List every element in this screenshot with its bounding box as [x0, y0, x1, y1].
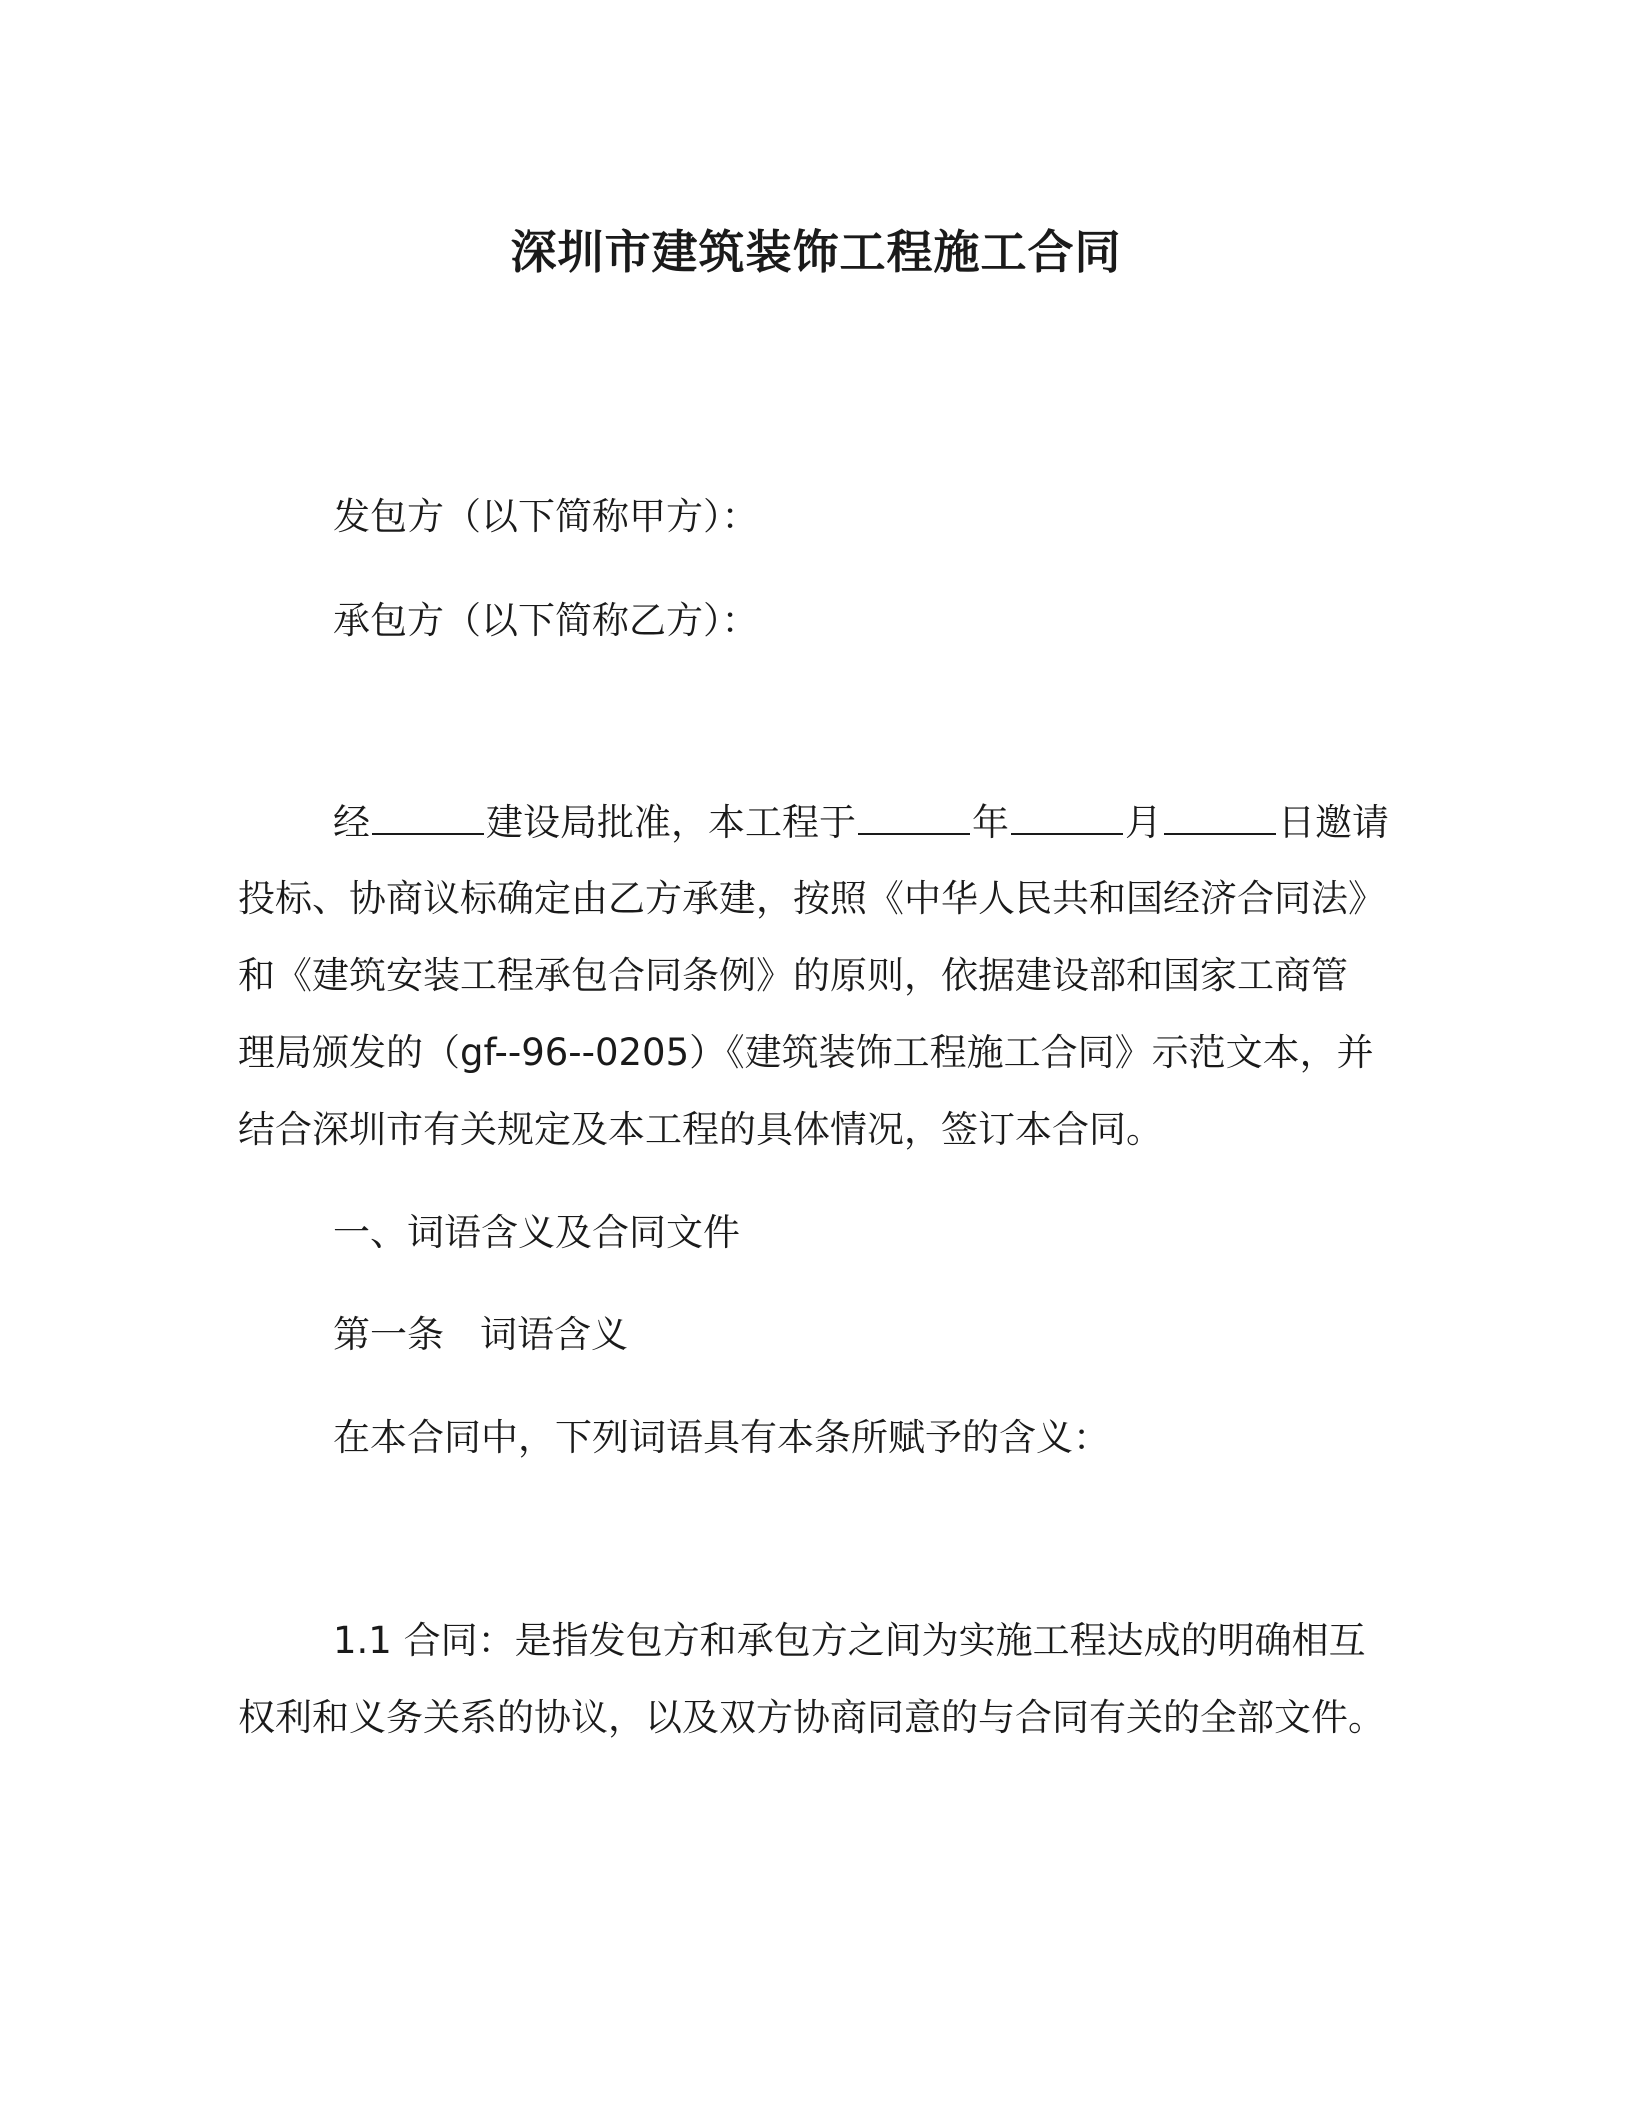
month-blank[interactable] — [1011, 797, 1123, 835]
preamble-line-5: 结合深圳市有关规定及本工程的具体情况，签订本合同。 — [238, 1108, 1163, 1151]
document-title: 深圳市建筑装饰工程施工合同 — [510, 225, 1122, 279]
party-b-label: 承包方（以下简称乙方）： — [333, 599, 759, 642]
section-heading: 一、词语含义及合同文件 — [333, 1211, 740, 1254]
preamble-seg-3: 年 — [972, 801, 1009, 844]
article-title: 词语含义 — [480, 1313, 628, 1356]
preamble-seg-1: 经 — [333, 801, 370, 844]
preamble-line-3: 和《建筑安装工程承包合同条例》的原则，依据建设部和国家工商管 — [238, 954, 1348, 997]
year-blank[interactable] — [858, 797, 970, 835]
preamble-line-1 — [333, 797, 1389, 848]
preamble-line-4: 理局颁发的（gf--96--0205）《建筑装饰工程施工合同》示范文本，并 — [238, 1031, 1374, 1074]
day-blank[interactable] — [1164, 797, 1276, 835]
approval-authority-blank[interactable] — [372, 797, 484, 835]
definition-1-line-1: 1.1 合同：是指发包方和承包方之间为实施工程达成的明确相互 — [333, 1619, 1366, 1662]
article-number: 第一条 — [333, 1313, 444, 1356]
party-a-label: 发包方（以下简称甲方）： — [333, 495, 759, 538]
preamble-line-2: 投标、协商议标确定由乙方承建，按照《中华人民共和国经济合同法》 — [238, 877, 1385, 920]
preamble-seg-2: 建设局批准，本工程于 — [486, 801, 856, 844]
article-heading — [333, 1310, 628, 1360]
preamble-seg-4: 月 — [1125, 801, 1162, 844]
intro-sentence: 在本合同中，下列词语具有本条所赋予的含义： — [333, 1416, 1110, 1459]
definition-1-line-2: 权利和义务关系的协议，以及双方协商同意的与合同有关的全部文件。 — [238, 1696, 1385, 1739]
preamble-seg-5: 日邀请 — [1278, 801, 1389, 844]
